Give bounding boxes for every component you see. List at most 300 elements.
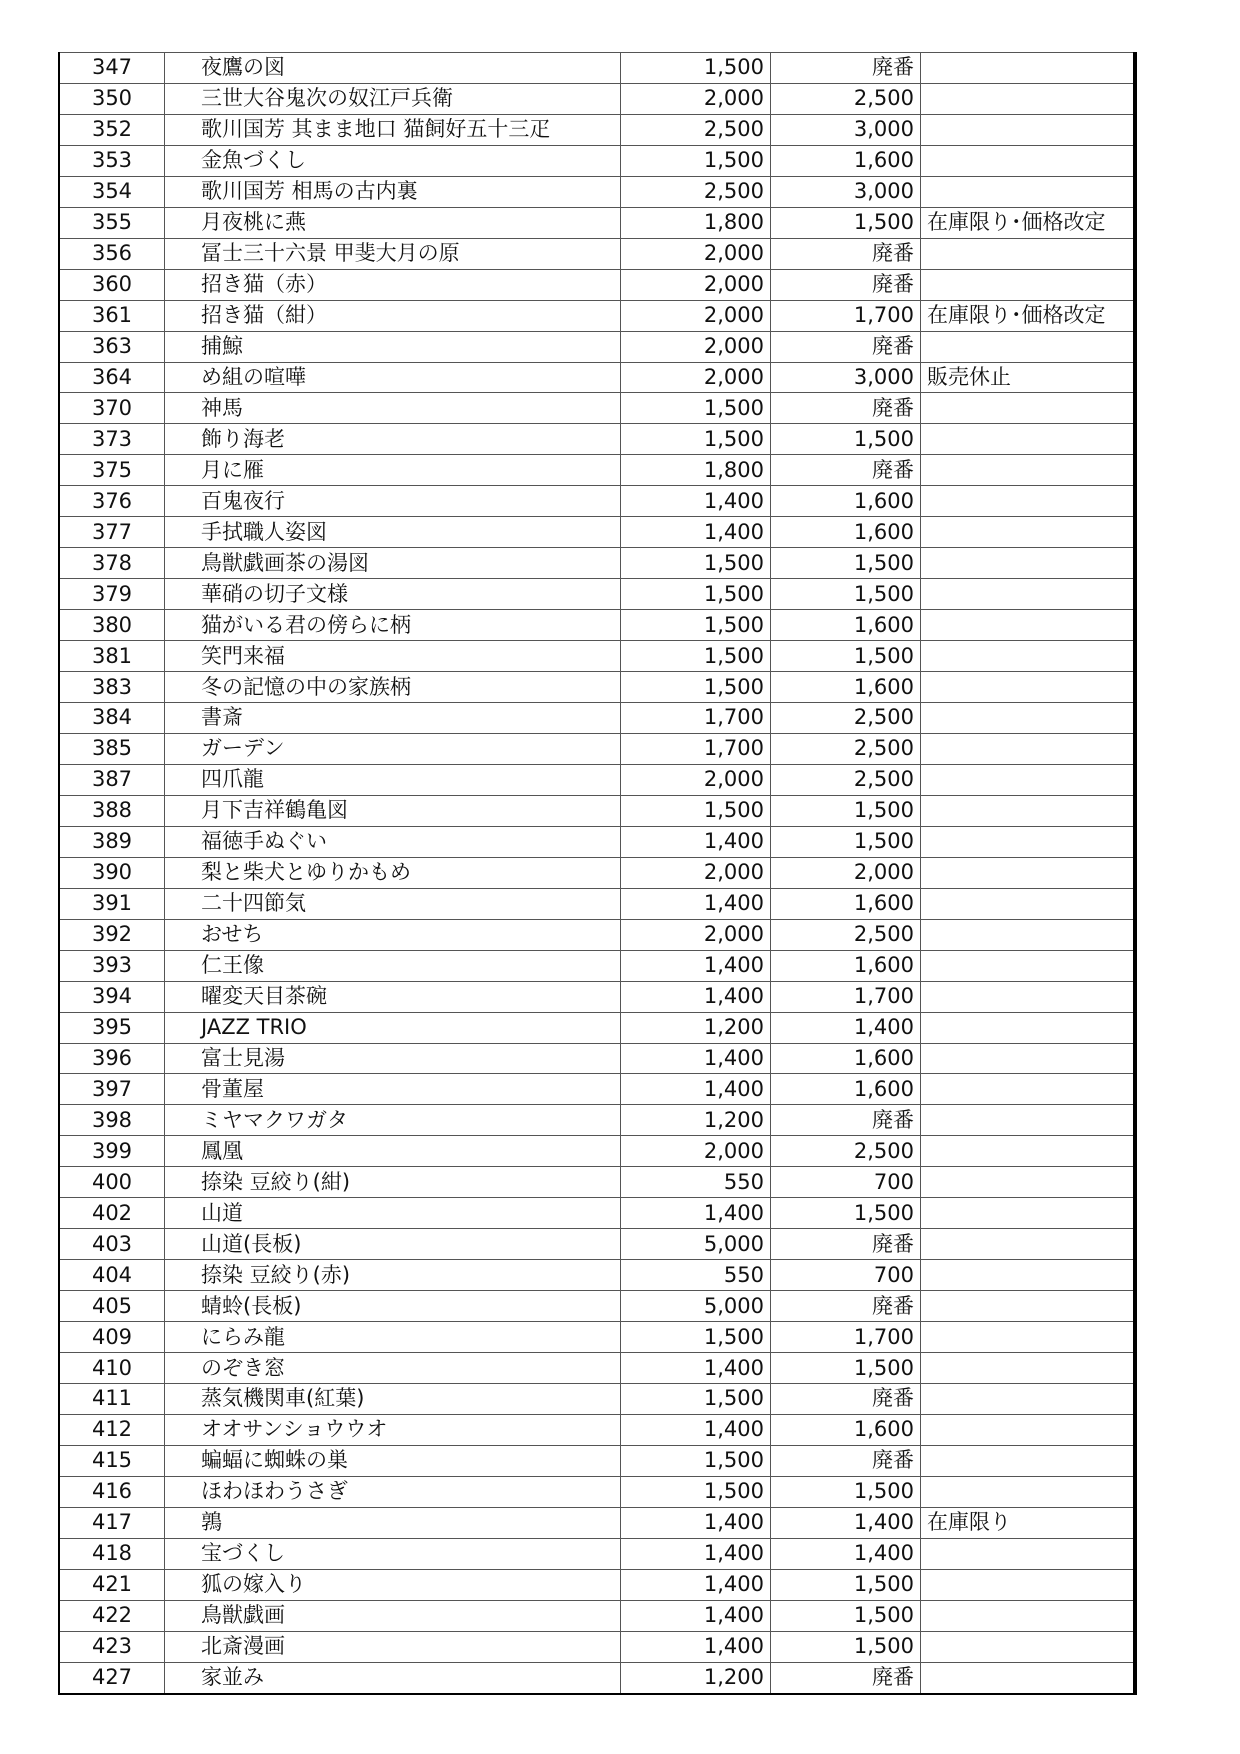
- item-name-cell: 山道(長板): [165, 1229, 621, 1260]
- note-cell: [921, 1136, 1135, 1167]
- item-name-cell: 華硝の切子文様: [165, 579, 621, 610]
- old-price-cell: 1,500: [621, 610, 771, 641]
- table-row: [59, 795, 1135, 826]
- item-name-cell: 飾り海老: [165, 424, 621, 455]
- old-price-cell: 1,400: [621, 486, 771, 517]
- new-price-cell: 1,500: [771, 795, 921, 826]
- item-number-cell: 385: [59, 733, 165, 764]
- new-price-cell: 700: [771, 1167, 921, 1198]
- note-cell: [921, 857, 1135, 888]
- old-price-cell: 1,400: [621, 517, 771, 548]
- table-row: [59, 1538, 1135, 1569]
- table-row: [59, 548, 1135, 579]
- table-row: [59, 1631, 1135, 1662]
- old-price-cell: 1,400: [621, 1569, 771, 1600]
- note-cell: [921, 1074, 1135, 1105]
- item-number-cell: 391: [59, 888, 165, 919]
- item-name-cell: 手拭職人姿図: [165, 517, 621, 548]
- table-row: [59, 53, 1135, 84]
- item-name-cell: 狐の嫁入り: [165, 1569, 621, 1600]
- new-price-cell: 3,000: [771, 362, 921, 393]
- item-number-cell: 347: [59, 53, 165, 84]
- item-number-cell: 404: [59, 1260, 165, 1291]
- item-number-cell: 423: [59, 1631, 165, 1662]
- new-price-cell: 廃番: [771, 1291, 921, 1322]
- item-name-cell: 山道: [165, 1198, 621, 1229]
- old-price-cell: 2,000: [621, 83, 771, 114]
- note-cell: [921, 455, 1135, 486]
- old-price-cell: 1,200: [621, 1662, 771, 1693]
- old-price-cell: 1,200: [621, 1012, 771, 1043]
- item-name-cell: 三世大谷鬼次の奴江戸兵衛: [165, 83, 621, 114]
- note-cell: [921, 888, 1135, 919]
- new-price-cell: 1,500: [771, 548, 921, 579]
- table-row: [59, 176, 1135, 207]
- new-price-cell: 1,700: [771, 300, 921, 331]
- new-price-cell: 廃番: [771, 238, 921, 269]
- note-cell: [921, 919, 1135, 950]
- note-cell: [921, 424, 1135, 455]
- item-name-cell: 招き猫（紺）: [165, 300, 621, 331]
- old-price-cell: 1,400: [621, 950, 771, 981]
- item-number-cell: 352: [59, 114, 165, 145]
- old-price-cell: 1,700: [621, 733, 771, 764]
- old-price-cell: 1,400: [621, 1414, 771, 1445]
- old-price-cell: 1,500: [621, 145, 771, 176]
- note-cell: 販売休止: [921, 362, 1135, 393]
- item-name-cell: 冨士三十六景 甲斐大月の原: [165, 238, 621, 269]
- old-price-cell: 1,200: [621, 1105, 771, 1136]
- table-row: [59, 919, 1135, 950]
- table-row: [59, 1600, 1135, 1631]
- old-price-cell: 2,000: [621, 238, 771, 269]
- table-row: [59, 114, 1135, 145]
- item-number-cell: 427: [59, 1662, 165, 1693]
- item-name-cell: 月下吉祥鶴亀図: [165, 795, 621, 826]
- new-price-cell: 2,500: [771, 703, 921, 734]
- table-row: [59, 1569, 1135, 1600]
- item-number-cell: 416: [59, 1476, 165, 1507]
- old-price-cell: 1,500: [621, 641, 771, 672]
- table-row: [59, 1043, 1135, 1074]
- table-row: [59, 1167, 1135, 1198]
- item-number-cell: 415: [59, 1445, 165, 1476]
- item-number-cell: 353: [59, 145, 165, 176]
- note-cell: [921, 1229, 1135, 1260]
- item-number-cell: 376: [59, 486, 165, 517]
- item-number-cell: 373: [59, 424, 165, 455]
- item-name-cell: 蒸気機関車(紅葉): [165, 1383, 621, 1414]
- note-cell: [921, 238, 1135, 269]
- new-price-cell: 廃番: [771, 455, 921, 486]
- old-price-cell: 2,000: [621, 1136, 771, 1167]
- new-price-cell: 2,500: [771, 919, 921, 950]
- new-price-cell: 1,600: [771, 950, 921, 981]
- old-price-cell: 5,000: [621, 1291, 771, 1322]
- item-name-cell: おせち: [165, 919, 621, 950]
- new-price-cell: 1,400: [771, 1507, 921, 1538]
- new-price-cell: 1,500: [771, 579, 921, 610]
- note-cell: [921, 610, 1135, 641]
- table-row: [59, 826, 1135, 857]
- item-number-cell: 402: [59, 1198, 165, 1229]
- old-price-cell: 2,500: [621, 176, 771, 207]
- table-row: [59, 486, 1135, 517]
- note-cell: [921, 114, 1135, 145]
- table-row: [59, 1662, 1135, 1693]
- price-list-body: [59, 53, 1135, 1694]
- new-price-cell: 1,700: [771, 1322, 921, 1353]
- note-cell: [921, 176, 1135, 207]
- item-number-cell: 354: [59, 176, 165, 207]
- item-name-cell: 骨董屋: [165, 1074, 621, 1105]
- old-price-cell: 550: [621, 1167, 771, 1198]
- note-cell: [921, 579, 1135, 610]
- old-price-cell: 1,400: [621, 1198, 771, 1229]
- old-price-cell: 1,800: [621, 455, 771, 486]
- item-number-cell: 400: [59, 1167, 165, 1198]
- new-price-cell: 2,500: [771, 764, 921, 795]
- table-row: [59, 733, 1135, 764]
- old-price-cell: 1,800: [621, 207, 771, 238]
- new-price-cell: 1,500: [771, 424, 921, 455]
- old-price-cell: 5,000: [621, 1229, 771, 1260]
- note-cell: [921, 393, 1135, 424]
- new-price-cell: 1,500: [771, 826, 921, 857]
- note-cell: [921, 83, 1135, 114]
- item-number-cell: 378: [59, 548, 165, 579]
- old-price-cell: 550: [621, 1260, 771, 1291]
- note-cell: [921, 1662, 1135, 1693]
- old-price-cell: 2,000: [621, 919, 771, 950]
- item-name-cell: 鳥獣戯画: [165, 1600, 621, 1631]
- note-cell: [921, 1198, 1135, 1229]
- table-row: [59, 1414, 1135, 1445]
- table-row: [59, 1136, 1135, 1167]
- table-row: [59, 981, 1135, 1012]
- item-number-cell: 377: [59, 517, 165, 548]
- item-name-cell: ほわほわうさぎ: [165, 1476, 621, 1507]
- new-price-cell: 1,500: [771, 1476, 921, 1507]
- old-price-cell: 1,400: [621, 1507, 771, 1538]
- new-price-cell: 廃番: [771, 1662, 921, 1693]
- new-price-cell: 廃番: [771, 331, 921, 362]
- table-row: [59, 764, 1135, 795]
- old-price-cell: 1,400: [621, 1631, 771, 1662]
- old-price-cell: 1,500: [621, 393, 771, 424]
- item-number-cell: 364: [59, 362, 165, 393]
- table-row: [59, 641, 1135, 672]
- note-cell: [921, 1600, 1135, 1631]
- new-price-cell: 1,500: [771, 207, 921, 238]
- item-number-cell: 410: [59, 1353, 165, 1384]
- table-row: [59, 610, 1135, 641]
- item-name-cell: 蜻蛉(長板): [165, 1291, 621, 1322]
- new-price-cell: 3,000: [771, 176, 921, 207]
- note-cell: [921, 1383, 1135, 1414]
- old-price-cell: 1,500: [621, 1322, 771, 1353]
- item-name-cell: ガーデン: [165, 733, 621, 764]
- item-name-cell: のぞき窓: [165, 1353, 621, 1384]
- item-number-cell: 394: [59, 981, 165, 1012]
- new-price-cell: 1,500: [771, 1600, 921, 1631]
- item-name-cell: オオサンショウウオ: [165, 1414, 621, 1445]
- item-name-cell: 書斎: [165, 703, 621, 734]
- note-cell: [921, 145, 1135, 176]
- table-row: [59, 1353, 1135, 1384]
- item-number-cell: 409: [59, 1322, 165, 1353]
- note-cell: [921, 331, 1135, 362]
- item-name-cell: 月夜桃に燕: [165, 207, 621, 238]
- item-name-cell: 福徳手ぬぐい: [165, 826, 621, 857]
- table-row: [59, 207, 1135, 238]
- new-price-cell: 廃番: [771, 53, 921, 84]
- table-row: [59, 1445, 1135, 1476]
- item-number-cell: 388: [59, 795, 165, 826]
- table-row: [59, 517, 1135, 548]
- new-price-cell: 2,000: [771, 857, 921, 888]
- note-cell: [921, 950, 1135, 981]
- item-number-cell: 392: [59, 919, 165, 950]
- old-price-cell: 1,400: [621, 1074, 771, 1105]
- note-cell: [921, 1105, 1135, 1136]
- table-row: [59, 300, 1135, 331]
- note-cell: [921, 1291, 1135, 1322]
- item-number-cell: 421: [59, 1569, 165, 1600]
- item-number-cell: 412: [59, 1414, 165, 1445]
- old-price-cell: 2,000: [621, 269, 771, 300]
- old-price-cell: 1,500: [621, 548, 771, 579]
- new-price-cell: 700: [771, 1260, 921, 1291]
- new-price-cell: 1,500: [771, 1631, 921, 1662]
- item-name-cell: 招き猫（赤）: [165, 269, 621, 300]
- item-number-cell: 383: [59, 672, 165, 703]
- old-price-cell: 1,400: [621, 826, 771, 857]
- item-number-cell: 381: [59, 641, 165, 672]
- item-name-cell: 曜変天目茶碗: [165, 981, 621, 1012]
- item-number-cell: 355: [59, 207, 165, 238]
- table-row: [59, 1012, 1135, 1043]
- note-cell: [921, 53, 1135, 84]
- old-price-cell: 2,000: [621, 764, 771, 795]
- old-price-cell: 1,700: [621, 703, 771, 734]
- item-number-cell: 405: [59, 1291, 165, 1322]
- item-name-cell: 鳥獣戯画茶の湯図: [165, 548, 621, 579]
- new-price-cell: 1,500: [771, 1353, 921, 1384]
- new-price-cell: 2,500: [771, 733, 921, 764]
- item-number-cell: 393: [59, 950, 165, 981]
- note-cell: [921, 672, 1135, 703]
- note-cell: 在庫限り: [921, 1507, 1135, 1538]
- item-name-cell: 捺染 豆絞り(赤): [165, 1260, 621, 1291]
- item-name-cell: 鶉: [165, 1507, 621, 1538]
- new-price-cell: 1,600: [771, 486, 921, 517]
- note-cell: [921, 517, 1135, 548]
- old-price-cell: 1,400: [621, 981, 771, 1012]
- item-number-cell: 389: [59, 826, 165, 857]
- item-number-cell: 396: [59, 1043, 165, 1074]
- table-row: [59, 672, 1135, 703]
- new-price-cell: 1,400: [771, 1538, 921, 1569]
- note-cell: [921, 1538, 1135, 1569]
- new-price-cell: 1,600: [771, 517, 921, 548]
- old-price-cell: 1,500: [621, 1445, 771, 1476]
- item-number-cell: 403: [59, 1229, 165, 1260]
- note-cell: [921, 1476, 1135, 1507]
- note-cell: [921, 1322, 1135, 1353]
- item-name-cell: 鳳凰: [165, 1136, 621, 1167]
- item-number-cell: 361: [59, 300, 165, 331]
- item-name-cell: 歌川国芳 相馬の古内裏: [165, 176, 621, 207]
- item-name-cell: 笑門来福: [165, 641, 621, 672]
- item-name-cell: め組の喧嘩: [165, 362, 621, 393]
- item-number-cell: 397: [59, 1074, 165, 1105]
- table-row: [59, 579, 1135, 610]
- old-price-cell: 1,400: [621, 888, 771, 919]
- new-price-cell: 1,600: [771, 1414, 921, 1445]
- note-cell: [921, 1569, 1135, 1600]
- item-number-cell: 398: [59, 1105, 165, 1136]
- note-cell: [921, 1631, 1135, 1662]
- item-name-cell: 二十四節気: [165, 888, 621, 919]
- note-cell: [921, 1012, 1135, 1043]
- old-price-cell: 1,500: [621, 672, 771, 703]
- new-price-cell: 1,600: [771, 672, 921, 703]
- new-price-cell: 廃番: [771, 393, 921, 424]
- item-name-cell: 仁王像: [165, 950, 621, 981]
- new-price-cell: 1,600: [771, 888, 921, 919]
- table-row: [59, 455, 1135, 486]
- table-row: [59, 83, 1135, 114]
- note-cell: [921, 1353, 1135, 1384]
- old-price-cell: 2,000: [621, 857, 771, 888]
- item-number-cell: 384: [59, 703, 165, 734]
- note-cell: [921, 981, 1135, 1012]
- table-row: [59, 703, 1135, 734]
- old-price-cell: 2,500: [621, 114, 771, 145]
- note-cell: [921, 1445, 1135, 1476]
- new-price-cell: 廃番: [771, 1229, 921, 1260]
- table-row: [59, 1476, 1135, 1507]
- note-cell: [921, 1167, 1135, 1198]
- note-cell: [921, 1414, 1135, 1445]
- new-price-cell: 1,600: [771, 610, 921, 641]
- item-number-cell: 379: [59, 579, 165, 610]
- table-row: [59, 331, 1135, 362]
- old-price-cell: 1,400: [621, 1043, 771, 1074]
- item-name-cell: 捺染 豆絞り(紺): [165, 1167, 621, 1198]
- old-price-cell: 1,500: [621, 1383, 771, 1414]
- old-price-cell: 2,000: [621, 300, 771, 331]
- item-name-cell: 月に雁: [165, 455, 621, 486]
- note-cell: [921, 826, 1135, 857]
- item-name-cell: 冬の記憶の中の家族柄: [165, 672, 621, 703]
- table-row: [59, 1229, 1135, 1260]
- new-price-cell: 1,600: [771, 145, 921, 176]
- item-number-cell: 375: [59, 455, 165, 486]
- note-cell: [921, 1043, 1135, 1074]
- table-row: [59, 238, 1135, 269]
- new-price-cell: 1,600: [771, 1074, 921, 1105]
- item-number-cell: 380: [59, 610, 165, 641]
- item-number-cell: 370: [59, 393, 165, 424]
- item-name-cell: 百鬼夜行: [165, 486, 621, 517]
- item-name-cell: 蝙蝠に蜘蛛の巣: [165, 1445, 621, 1476]
- item-name-cell: ミヤマクワガタ: [165, 1105, 621, 1136]
- note-cell: 在庫限り･価格改定: [921, 300, 1135, 331]
- table-row: [59, 145, 1135, 176]
- price-list-table: [58, 52, 1137, 1695]
- item-name-cell: 金魚づくし: [165, 145, 621, 176]
- new-price-cell: 廃番: [771, 1383, 921, 1414]
- item-number-cell: 411: [59, 1383, 165, 1414]
- old-price-cell: 2,000: [621, 331, 771, 362]
- table-row: [59, 393, 1135, 424]
- old-price-cell: 1,400: [621, 1353, 771, 1384]
- new-price-cell: 1,500: [771, 1569, 921, 1600]
- item-number-cell: 356: [59, 238, 165, 269]
- table-row: [59, 1291, 1135, 1322]
- item-number-cell: 395: [59, 1012, 165, 1043]
- table-row: [59, 857, 1135, 888]
- item-number-cell: 387: [59, 764, 165, 795]
- item-name-cell: 夜鷹の図: [165, 53, 621, 84]
- table-row: [59, 424, 1135, 455]
- table-row: [59, 1322, 1135, 1353]
- note-cell: [921, 269, 1135, 300]
- item-name-cell: 梨と柴犬とゆりかもめ: [165, 857, 621, 888]
- item-number-cell: 422: [59, 1600, 165, 1631]
- table-row: [59, 1260, 1135, 1291]
- new-price-cell: 1,400: [771, 1012, 921, 1043]
- new-price-cell: 1,600: [771, 1043, 921, 1074]
- note-cell: [921, 548, 1135, 579]
- item-name-cell: 捕鯨: [165, 331, 621, 362]
- item-name-cell: 富士見湯: [165, 1043, 621, 1074]
- note-cell: [921, 733, 1135, 764]
- item-number-cell: 390: [59, 857, 165, 888]
- new-price-cell: 廃番: [771, 269, 921, 300]
- note-cell: [921, 764, 1135, 795]
- item-name-cell: 神馬: [165, 393, 621, 424]
- item-name-cell: 四爪龍: [165, 764, 621, 795]
- item-name-cell: 宝づくし: [165, 1538, 621, 1569]
- item-name-cell: 北斎漫画: [165, 1631, 621, 1662]
- old-price-cell: 1,400: [621, 1600, 771, 1631]
- item-number-cell: 360: [59, 269, 165, 300]
- note-cell: [921, 486, 1135, 517]
- new-price-cell: 1,500: [771, 1198, 921, 1229]
- new-price-cell: 1,700: [771, 981, 921, 1012]
- new-price-cell: 1,500: [771, 641, 921, 672]
- table-row: [59, 1507, 1135, 1538]
- note-cell: [921, 703, 1135, 734]
- old-price-cell: 1,500: [621, 424, 771, 455]
- new-price-cell: 廃番: [771, 1105, 921, 1136]
- old-price-cell: 1,400: [621, 1538, 771, 1569]
- item-name-cell: 歌川国芳 其まま地口 猫飼好五十三疋: [165, 114, 621, 145]
- note-cell: [921, 795, 1135, 826]
- item-number-cell: 350: [59, 83, 165, 114]
- table-row: [59, 1105, 1135, 1136]
- table-row: [59, 1074, 1135, 1105]
- table-row: [59, 1383, 1135, 1414]
- new-price-cell: 3,000: [771, 114, 921, 145]
- new-price-cell: 廃番: [771, 1445, 921, 1476]
- note-cell: [921, 1260, 1135, 1291]
- item-number-cell: 418: [59, 1538, 165, 1569]
- item-name-cell: にらみ龍: [165, 1322, 621, 1353]
